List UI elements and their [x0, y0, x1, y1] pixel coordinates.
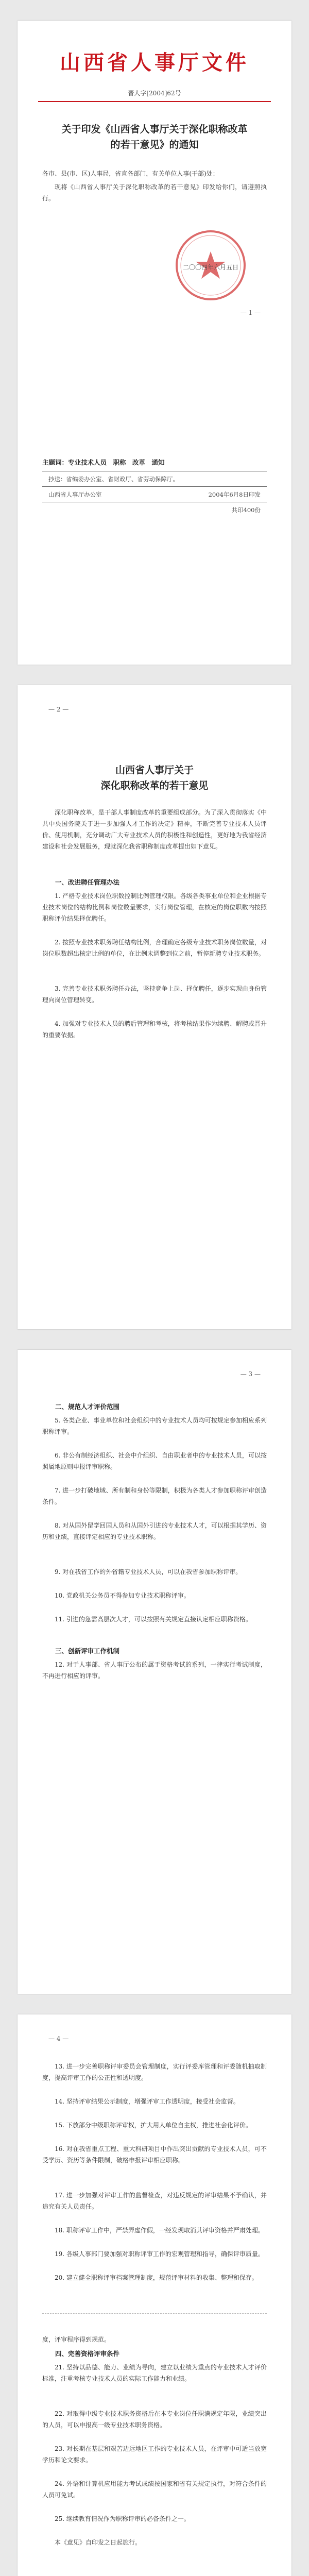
- list-item: 4. 加强对专业技术人员的聘后管理和考核，将考核结果作为续聘、解聘或晋升的重要依据。: [42, 1020, 267, 1039]
- list-item: 2. 按照专业技术职务聘任结构比例，合理确定各级专业技术职务岗位数量，对岗位职数超出核定比例的单位，在比例未调整到位之前，暂停新聘专业技术职务。: [42, 939, 267, 957]
- list-item: 12. 对于人事部、省人事厅公布的属于资格考试的系列，一律实行考试制度，不再进行相应的评审。: [42, 1661, 267, 1680]
- opinion-title-line-1: 山西省人事厅关于: [115, 765, 194, 776]
- signing-date: 二〇〇四年六月五日: [182, 264, 238, 271]
- issue-date: 2004年6月8日印发: [208, 491, 261, 498]
- copies-count: 共印400份: [231, 506, 261, 514]
- list-item: 10. 党政机关公务员不得参加专业技术职称评审。: [55, 1592, 190, 1599]
- closing-line: 本《意见》自印发之日起施行。: [55, 2539, 142, 2546]
- list-item: 22. 对取得中级专业技术职务资格后在本专业岗位任职满规定年限，业绩突出的人员，可以申报高一级专业技术职务资格。: [42, 2410, 267, 2429]
- list-item: 14. 坚持评审结果公示制度，增强评审工作透明度，接受社会监督。: [55, 2098, 239, 2105]
- opinion-title-line-2: 深化职称改革的若干意见: [100, 780, 209, 791]
- list-item: 7. 进一步打破地域、所有制和身份等限制，积极为各类人才参加职称评审创造条件。: [42, 1487, 267, 1505]
- list-item: 8. 对从国外留学回国人员和从国外引进的专业技术人才，可以根据其学历、资历和业绩，直接评定相应的专业技术职称。: [42, 1522, 267, 1540]
- page-number: — 1 —: [240, 309, 261, 316]
- topic-words: 主题词：专业技术人员 职称 改革 通知: [42, 459, 165, 466]
- list-item: 16. 对在我省重点工程、重大科研项目中作出突出贡献的专业技术人员，可不受学历、资历等条件限制，破格申报评审相应职称。: [42, 2145, 267, 2164]
- section-heading-3: 三、创新评审工作机制: [55, 1647, 120, 1655]
- document-header-title: 山西省人事厅文件: [60, 50, 249, 75]
- document-page-4: [18, 2014, 291, 2576]
- section-heading-2: 二、规范人才评价范围: [55, 1403, 120, 1411]
- list-item: 3. 完善专业技术职务聘任办法，坚持竞争上岗、择优聘任，逐步实现由身份管理向岗位管理转变。: [42, 985, 267, 1004]
- document-page-2: [18, 685, 291, 1329]
- document-page-1: [18, 21, 291, 665]
- notice-title-line-1: 关于印发《山西省人事厅关于深化职称改革: [61, 124, 248, 135]
- list-item: 1. 严格专业技术岗位职数控制比例管理权限。各级各类事业单位和企业根据专业技术岗位的结构比例和岗位数量要求，实行岗位管理，在核定的岗位职数内按照职称评价结果择优聘任。: [42, 892, 267, 922]
- list-item: 24. 外语和计算机应用能力考试成绩按国家和省有关规定执行，对符合条件的人员可免试。: [42, 2480, 267, 2499]
- document-page-3: [18, 1350, 291, 1994]
- addressee-line: 各市、县(市、区)人事局，省直各部门，有关单位人事(干部)处：: [42, 170, 219, 177]
- list-item: 18. 职称评审工作中，严禁弄虚作假，一经发现取消其评审资格并严肃处理。: [55, 2227, 264, 2234]
- cc-line: 抄送：省编委办公室、省财政厅、省劳动保障厅。: [48, 476, 179, 483]
- list-item: 5. 各类企业、事业单位和社会组织中的专业技术人员均可按规定参加相应系列职称评审。: [42, 1417, 267, 1435]
- list-item: 11. 引进的急需高层次人才，可以按照有关规定直接认定相应职称资格。: [55, 1616, 252, 1623]
- page-number: — 2 —: [48, 706, 69, 713]
- notice-body: 现将《山西省人事厅关于深化职称改革的若干意见》印发给你们，请遵照执行。: [42, 183, 267, 202]
- list-item: 19. 各级人事部门要加强对职称评审工作的宏观管理和指导，确保评审质量。: [55, 2250, 264, 2258]
- continuation-text: 度，评审程序得到规范。: [42, 2336, 111, 2343]
- list-item: 23. 对长期在基层和艰苦边远地区工作的专业技术人员，在评审中可适当放宽学历和论文要求。: [42, 2445, 267, 2464]
- rule-line: [42, 486, 267, 487]
- page-number: — 4 —: [48, 2035, 69, 2042]
- page-divider: [42, 2313, 267, 2314]
- list-item: 6. 非公有制经济组织、社会中介组织、自由职业者中的专业技术人员，可以按照属地原则申报评审职称。: [42, 1452, 267, 1470]
- section-heading-1: 一、改进聘任管理办法: [55, 878, 120, 886]
- page-number: — 3 —: [240, 1370, 261, 1378]
- document-number: 晋人字[2004]62号: [128, 90, 181, 97]
- list-item: 13. 进一步完善职称评审委员会管理制度，实行评委库管理和评委随机抽取制度，提高评审工作的公正性和透明度。: [42, 2063, 267, 2081]
- red-divider: [38, 101, 271, 102]
- list-item: 20. 建立健全职称评审档案管理制度，规范评审材料的收集、整理和保存。: [55, 2274, 258, 2281]
- list-item: 15. 下放部分中级职称评审权，扩大用人单位自主权，推进社会化评价。: [55, 2122, 252, 2129]
- section-heading-4: 四、完善资格评审条件: [55, 2350, 120, 2358]
- list-item: 25. 继续教育情况作为职称评审的必备条件之一。: [55, 2515, 190, 2522]
- issuer: 山西省人事厅办公室: [48, 491, 102, 498]
- list-item: 17. 进一步加强对评审工作的监督检查，对违反规定的评审结果不予确认，并追究有关人员责任。: [42, 2192, 267, 2210]
- list-item: 21. 坚持以品德、能力、业绩为导向，建立以业绩为重点的专业技术人才评价标准，注重考核专业技术人员的实际工作能力和业绩。: [42, 2364, 267, 2382]
- list-item: 9. 对在我省工作的外省籍专业技术人员，可以在我省参加职称评审。: [55, 1568, 242, 1575]
- notice-title-line-2: 的若干意见》的通知: [110, 139, 199, 150]
- intro-paragraph: 深化职称改革，是干部人事制度改革的重要组成部分。为了深入贯彻落实《中共中央国务院关于进一步加强人才工作的决定》精神，不断完善专业技术人员评价、使用机制，充分调动广大专业技术人员的积极性和创造性，更好地为我省经济建设和社会发展服务，现就深化我省职称制度改革提出如下意见。: [42, 809, 267, 850]
